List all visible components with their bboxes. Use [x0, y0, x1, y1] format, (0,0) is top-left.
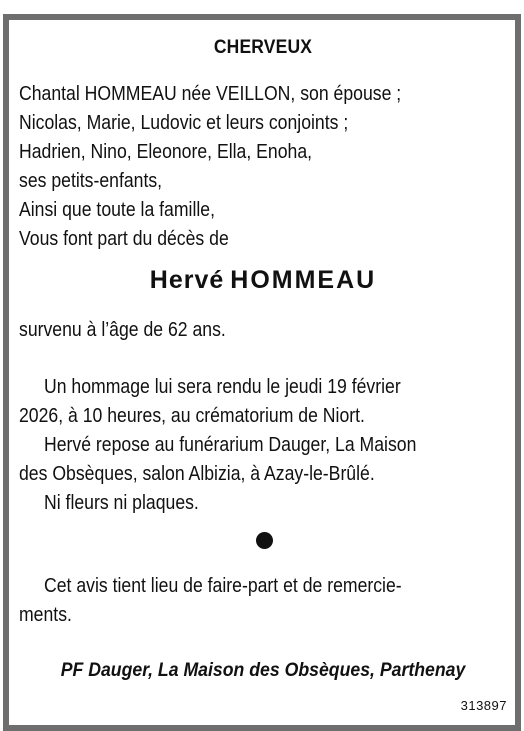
family-line: Vous font part du décès de: [19, 227, 229, 250]
ceremony-line: 2026, à 10 heures, au crématorium de Niort.: [19, 404, 365, 427]
notice-frame: [3, 14, 521, 731]
deceased-first-name: Hervé: [149, 266, 225, 294]
family-line: Hadrien, Nino, Eleonore, Ella, Enoha,: [19, 140, 313, 163]
ceremony-line: Hervé repose au funérarium Dauger, La Maison: [44, 433, 417, 456]
ceremony-line: des Obsèques, salon Albizia, à Azay-le-Brûlé.: [19, 462, 375, 485]
family-line: ses petits-enfants,: [19, 169, 163, 192]
obituary-notice: [19, 20, 507, 725]
closing-line: ments.: [19, 603, 72, 626]
family-line: Nicolas, Marie, Ludovic et leurs conjoints ;: [19, 111, 349, 134]
ceremony-line: Un hommage lui sera rendu le jeudi 19 février: [44, 375, 401, 398]
separator-dot-icon: [256, 532, 273, 549]
deceased-last-name: HOMMEAU: [230, 266, 377, 294]
funeral-home-signature: PF Dauger, La Maison des Obsèques, Parthenay: [60, 660, 466, 681]
family-line: Chantal HOMMEAU née VEILLON, son épouse ;: [19, 82, 402, 105]
family-line: Ainsi que toute la famille,: [19, 198, 215, 221]
ceremony-line: Ni fleurs ni plaques.: [44, 491, 199, 514]
age-line: survenu à l’âge de 62 ans.: [19, 318, 226, 341]
closing-line: Cet avis tient lieu de faire-part et de remercie-: [44, 574, 402, 597]
deceased-name: [19, 266, 507, 295]
reference-number: 313897: [460, 698, 507, 713]
notice-town-heading: CHERVEUX: [213, 37, 313, 58]
